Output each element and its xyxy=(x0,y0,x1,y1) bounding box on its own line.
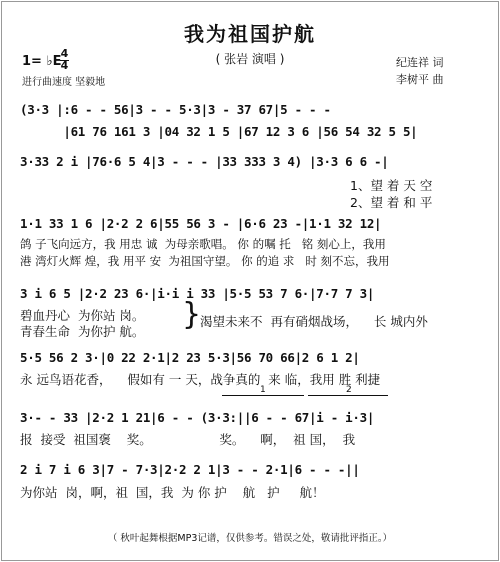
music-line-3: 1·1 33 1 6 |2·2 2 6|55 56 3 - |6·6 23 -|1·1 32 12| xyxy=(20,216,382,231)
volta-2: 2 xyxy=(308,395,388,396)
singer-subtitle: ( 张岩 演唱 ) xyxy=(215,52,285,66)
song-title: 我为祖国护航 xyxy=(184,22,316,46)
music-line-1a: (3·3 |:6 - - 56|3 - - 5·3|3 - 37 67|5 - - - xyxy=(20,102,331,117)
music-line-1b: |61 76 161 3 |04 32 1 5 |67 12 3 6 |56 54 32 5 5| xyxy=(20,124,418,139)
lyric-line-3b: 港 湾灯火辉 煌，我 用平 安 为祖国守望。 你 的追 求 时 刻不忘，我用 xyxy=(20,254,390,268)
lyric-verse2-start: 2、望 着 和 平 xyxy=(350,195,433,210)
lyric-verse1-start: 1、望 着 天 空 xyxy=(350,178,433,193)
lyric-line-5: 永 远鸟语花香， 假如有 一 天，战争真的 来 临，我用 胜 利捷 xyxy=(20,372,381,387)
key-signature: 1= ♭E xyxy=(22,54,62,69)
music-line-6: 3·- - 33 |2·2 1 21|6 - - (3·3:||6 - - 67|i - i·3| xyxy=(20,410,375,425)
verse-brace: } xyxy=(182,297,202,332)
time-signature xyxy=(60,49,69,71)
lyric-line-7: 为你站 岗，啊，祖 国，我 为 你 护 航 护 航！ xyxy=(20,485,325,500)
lyric-line-6: 报 接受 祖国褒 奖。 奖。 啊， 祖 国， 我 xyxy=(20,432,356,447)
tempo-marking: 进行曲速度 坚毅地 xyxy=(22,77,106,88)
music-line-5: 5·5 56 2 3·|0 22 2·1|2 23 5·3|56 70 66|2 6 1 2| xyxy=(20,350,360,365)
time-sig-bottom: 4 xyxy=(60,59,69,72)
music-line-2: 3·33 2 i |76·6 5 4|3 - - - |33 333 3 4) |3·3 6 6 -| xyxy=(20,154,389,169)
lyricist-credit: 纪连祥 词 xyxy=(396,56,444,69)
lyric-line-4a: 碧血丹心 为你站 岗。 xyxy=(20,308,145,323)
time-sig-top: 4 xyxy=(60,47,69,60)
volta-1: 1 xyxy=(222,395,304,396)
music-line-4: 3 i 6 5 |2·2 23 6·|i·i i 33 |5·5 53 7 6·|7·7 7 3| xyxy=(20,286,375,301)
lyric-line-4c: 渴望未来不 再有硝烟战场， 长 城内外 xyxy=(200,314,428,329)
footnote: （ 秋叶起舞根据MP3记谱，仅供参考。错误之处，敬请批评指正。） xyxy=(107,533,393,544)
composer-credit: 李树平 曲 xyxy=(396,73,444,86)
lyric-line-4b: 青春生命 为你护 航。 xyxy=(20,324,145,339)
lyric-line-3a: 鸽 子飞向远方，我 用忠 诚 为母亲歌唱。 你 的嘱 托 铭 刻心上，我用 xyxy=(20,237,386,251)
music-line-7: 2 i 7 i 6 3|7 - 7·3|2·2 2 1|3 - - 2·1|6 - - -|| xyxy=(20,462,360,477)
